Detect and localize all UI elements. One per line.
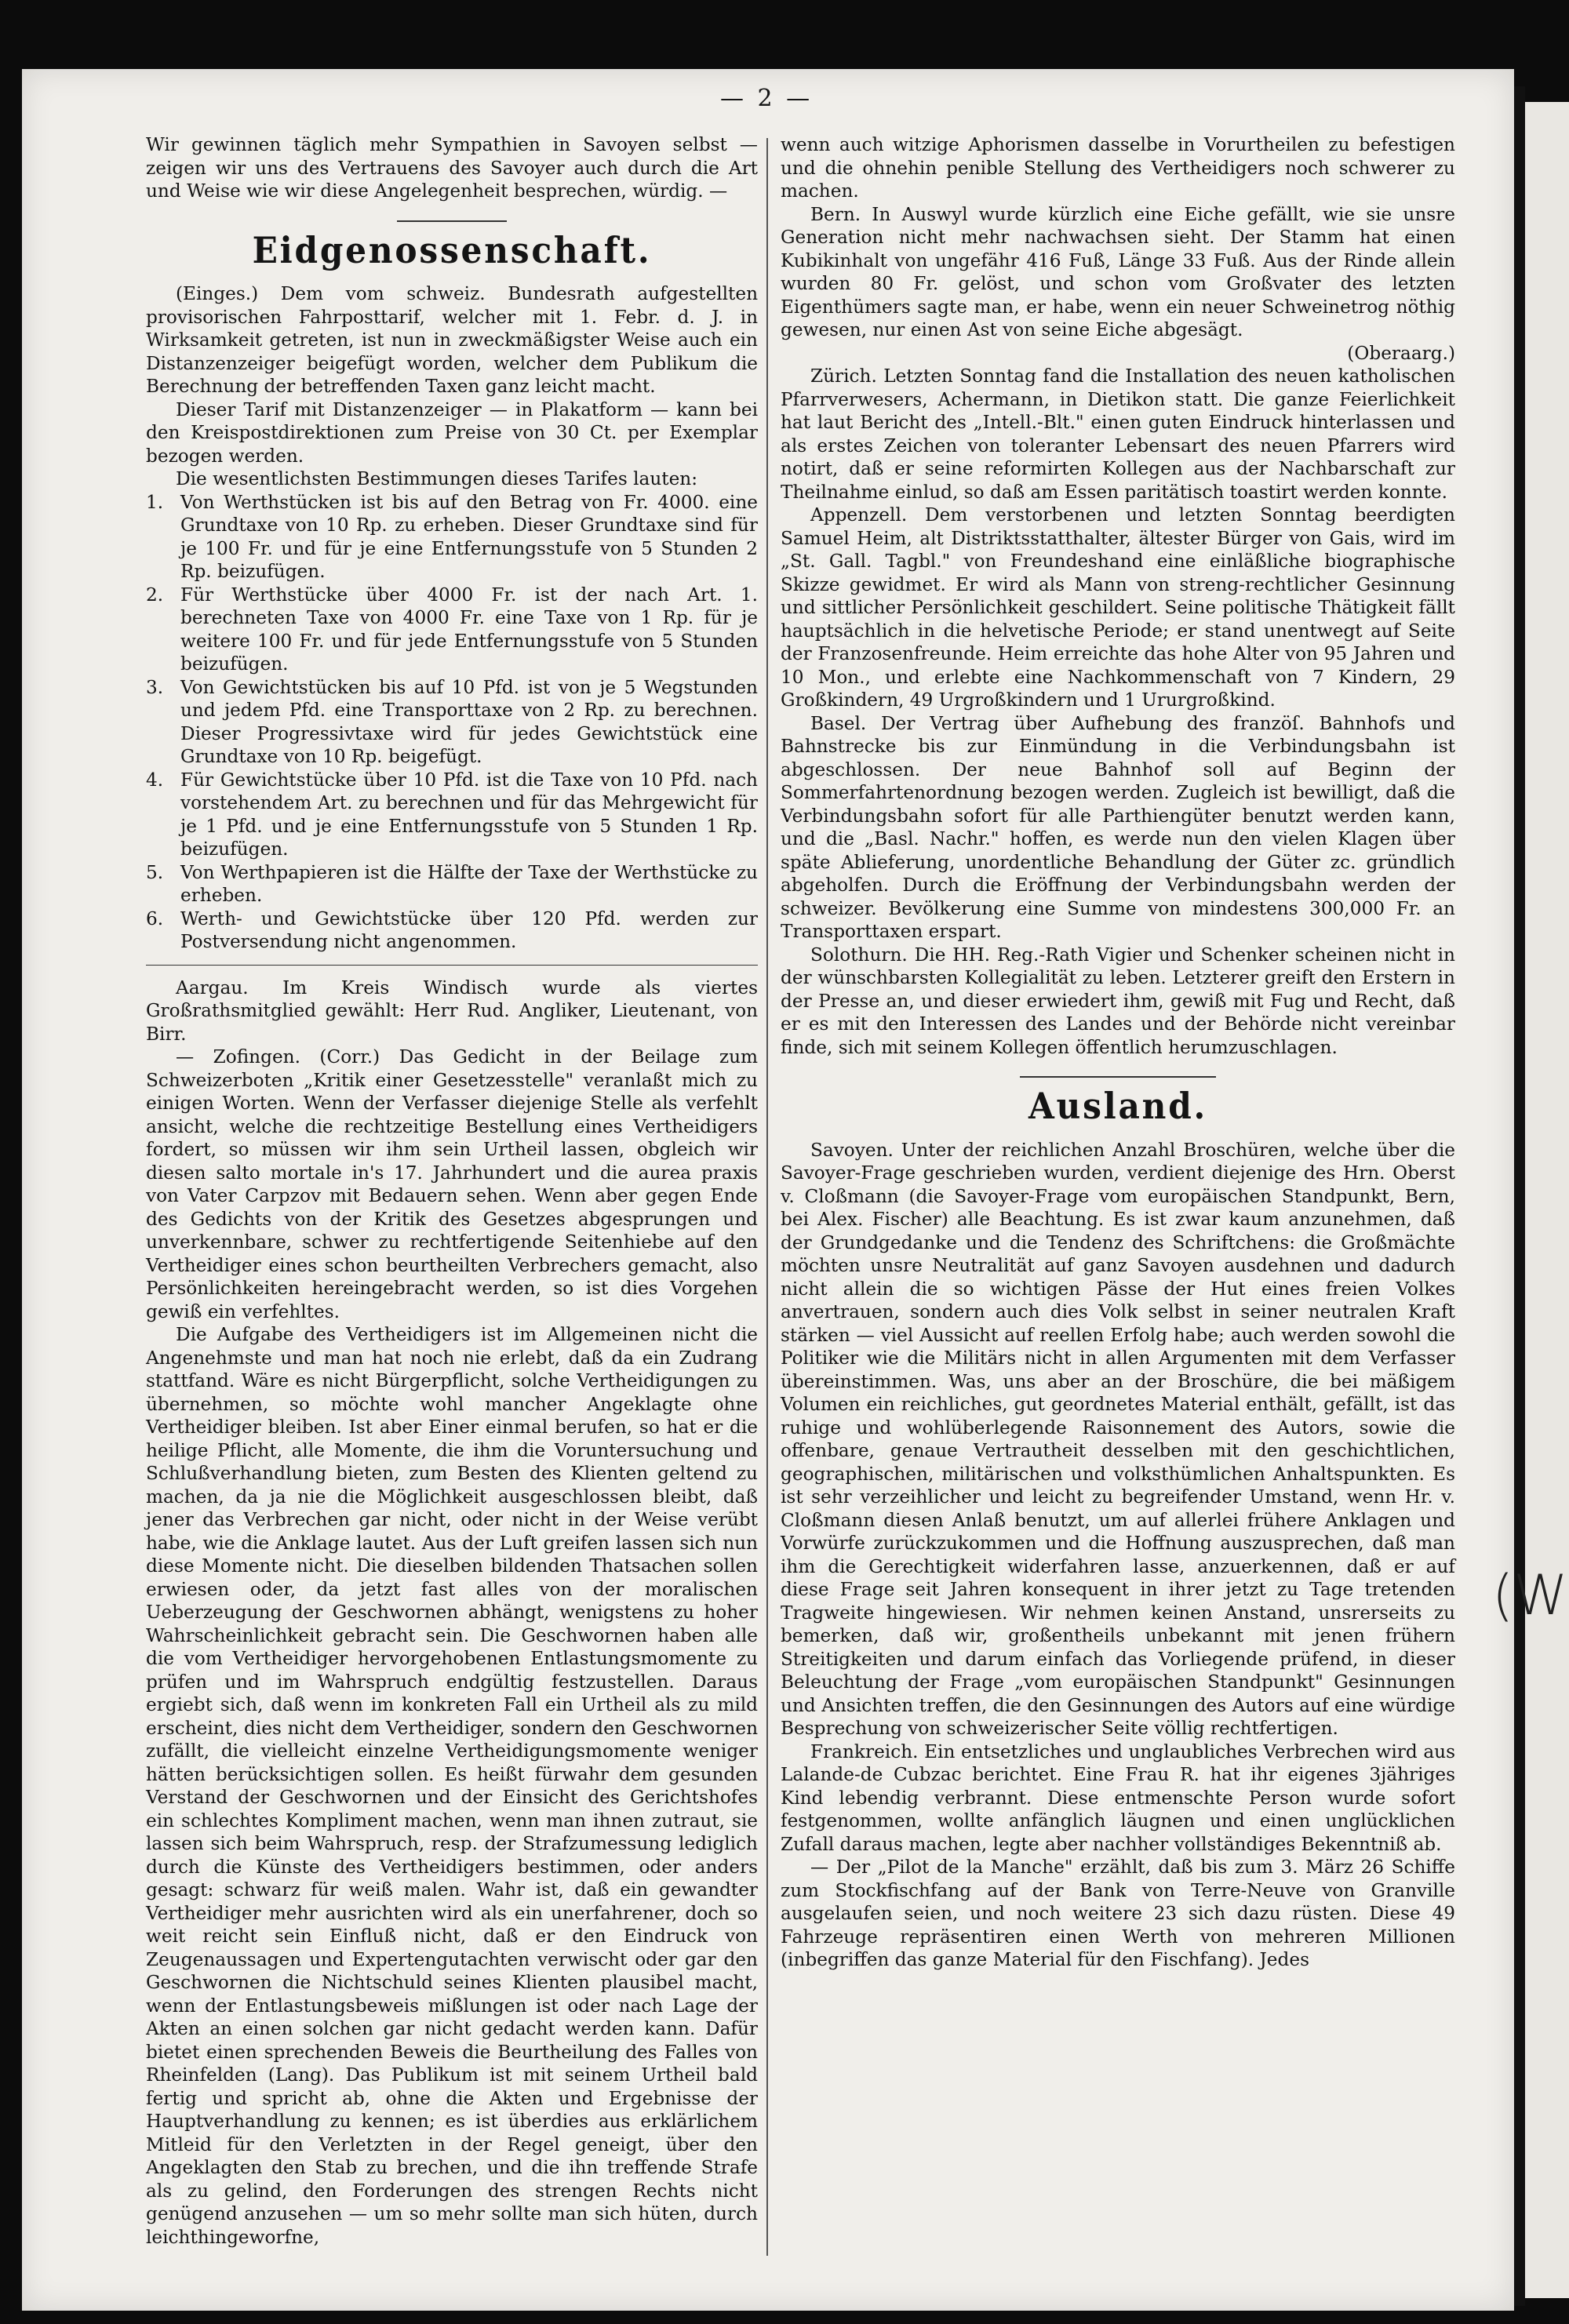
- tarif-item: [146, 676, 758, 769]
- intro-paragraph: Wir gewinnen täglich mehr Sympathien in Savoyen selbst — zeigen wir uns des Vertrauens des Savoyer auch durch die Art und Weise wie wir diese Angelegenheit besprechen, würdig. —: [146, 134, 758, 202]
- solothurn-paragraph: Solothurn. Die HH. Reg.-Rath Vigier und Schenker scheinen nicht in der wünschbarsten Kollegialität zu leben. Letzterer greift den Erstern in der Presse an, und dieser erwiedert ihm, gewiß mit Fug und Recht, daß er es mit den Interessen des Landes und der Behörde nicht vereinbar finde, sich mit seinem Kollegen öffentlich herumzuschlagen.: [781, 944, 1455, 1058]
- frankreich-paragraph: Frankreich. Ein entsetzliches und unglaubliches Verbrechen wird aus Lalande-de Cubzac berichtet. Eine Frau R. hat ihr eigenes 3jähriges Kind lebendig verbrannt. Diese entmenschte Person wurde sofort festgenommen, wollte anfänglich läugnen und einen unglücklichen Zufall daraus machen, legte aber nachher vollständiges Bekenntniß ab.: [781, 1740, 1455, 1855]
- tarif-item-number: 4.: [146, 769, 164, 791]
- left-column: [146, 133, 758, 2249]
- tarif-item: [146, 769, 758, 861]
- tarif-item-text: Von Werthstücken ist bis auf den Betrag von Fr. 4000. eine Grundtaxe von 10 Rp. zu erheben. Dieser Grundtaxe sind für je 100 Fr. und für je eine Entfernungsstufe von 5 Stunden 2 Rp. beizufügen.: [180, 491, 758, 582]
- page-number: — 2 —: [720, 85, 814, 112]
- tarif-item: [146, 584, 758, 676]
- tarif-item-text: Für Werthstücke über 4000 Fr. ist der nach Art. 1. berechneten Taxe von 4000 Fr. eine Taxe von 1 Rp. für je weitere 100 Fr. und für jede Entfernungsstufe von 5 Stunden beizufügen.: [180, 584, 758, 675]
- pilot-paragraph: — Der „Pilot de la Manche" erzählt, daß bis zum 3. März 26 Schiffe zum Stockfischfang auf der Bank von Terre-Neuve von Granville ausgelaufen seien, und noch weitere 23 sich dazu rüsten. Diese 49 Fahrzeuge repräsentiren einen Werth von mehreren Millionen (inbegriffen das ganze Material für den Fischfang). Jedes: [781, 1857, 1455, 1970]
- tarif-item-text: Für Gewichtstücke über 10 Pfd. ist die Taxe von 10 Pfd. nach vorstehendem Art. zu berechnen und für das Mehrgewicht für je 1 Pfd. und je eine Entfernungsstufe von 5 Stunden 1 Rp. beizufügen.: [180, 769, 758, 860]
- scan-border: [1514, 86, 1525, 2306]
- heading-ausland: Ausland.: [1028, 1085, 1208, 1127]
- continuation-paragraph: wenn auch witzige Aphorismen dasselbe in Vorurtheilen zu befestigen und die ohnehin penible Stellung des Vertheidigers noch schwerer zu machen.: [781, 134, 1455, 202]
- right-column: [781, 133, 1455, 1972]
- aargau-paragraph: Aargau. Im Kreis Windisch wurde als viertes Großrathsmitglied gewählt: Herr Rud. Angliker, Lieutenant, von Birr.: [146, 977, 758, 1045]
- section-rule: [397, 220, 507, 222]
- zofingen-paragraph-2: Die Aufgabe des Vertheidigers ist im Allgemeinen nicht die Angenehmste und man hat noch nie erlebt, daß da ein Zudrang stattfand. Wäre es nicht Bürgerpflicht, solche Vertheidigungen zu übernehmen, so möchte wohl mancher Angeklagte ohne Vertheidiger bleiben. Ist aber Einer einmal berufen, so hat er die heilige Pflicht, alle Momente, die ihm die Voruntersuchung und Schlußverhandlung bieten, zum Besten des Klienten geltend zu machen, da ja nie die Möglichkeit ausgeschlossen bleibt, daß jener das Verbrechen gar nicht, oder nicht in der Weise verübt habe, wie die Anklage lautet. Aus der Luft greifen lassen sich nun diese Momente nicht. Die dieselben bildenden Thatsachen sollen erwiesen oder, da jetzt fast alles von der moralischen Ueberzeugung der Geschwornen abhängt, wenigstens zu hoher Wahrscheinlichkeit gebracht sein. Die Geschwornen haben alle die vom Vertheidiger hervorgehobenen Entlastungsmomente zu prüfen und im Wahrspruch endgültig festzustellen. Daraus ergiebt sich, daß wenn im konkreten Fall ein Urtheil als zu mild erscheint, dies nicht dem Vertheidiger, sondern den Geschwornen zufällt, die vielleicht einzelne Vertheidigungsmomente weniger hätten berücksichtigen sollen. Es heißt fürwahr dem gesunden Verstand der Geschwornen und der Einsicht des Gerichtshofes ein schlechtes Kompliment machen, wenn man ihnen zutraut, sie lassen sich beim Wahrspruch, resp. der Strafzumessung lediglich durch die Künste des Vertheidigers bestimmen, oder anders gesagt: schwarz für weiß malen. Wahr ist, daß ein gewandter Vertheidiger mehr ausrichten wird als ein unerfahrener, doch so weit reicht sein Einfluß nicht, daß er den Eindruck von Zeugenaussagen und Expertengutachten verwischt oder gar den Geschwornen die Nichtschuld seines Klienten plausibel macht, wenn der Entlastungsbeweis mißlungen ist oder nach Lage der Akten an einen solchen gar nicht gedacht werden kann. Dafür bietet einen sprechenden Beweis die Beurtheilung des Falles von Rheinfelden (Lang). Das Publikum ist mit seinem Urtheil bald fertig und spricht ab, ohne die Akten und Ergebnisse der Hauptverhandlung zu kennen; es ist überdies aus erklärlichem Mitleid für den Verletzten in der Regel geneigt, über den Angeklagten den Stab zu brechen, und die ihn treffende Strafe als zu gelind, den Forderungen des strengen Rechts nicht genügend anzusehen — um so mehr sollte man sich hüten, durch leichthingeworfne,: [146, 1324, 758, 2248]
- margin-pencil-mark: (W: [1492, 1563, 1568, 1628]
- tarif-item: [146, 491, 758, 584]
- tarif-item-number: 3.: [146, 676, 164, 698]
- zuerich-paragraph: Zürich. Letzten Sonntag fand die Installation des neuen katholischen Pfarrverwesers, Achermann, in Dietikon statt. Die ganze Feierlichkeit hat laut Bericht des „Intell.-Blt." einen guten Eindruck hinterlassen und als erstes Zeichen von toleranter Lebensart des neuen Pfarrers wird notirt, daß er seine reformirten Kollegen aus der Nachbarschaft zur Theilnahme einlud, so daß am Essen paritätisch toastirt werden konnte.: [781, 366, 1455, 503]
- tarif-item-number: 5.: [146, 861, 164, 883]
- tarif-item-text: Von Werthpapieren ist die Hälfte der Taxe der Werthstücke zu erheben.: [180, 861, 758, 906]
- tarif-paragraph-2: Dieser Tarif mit Distanzenzeiger — in Plakatform — kann bei den Kreispostdirektionen zum Preise von 30 Ct. per Exemplar bezogen werden.: [146, 398, 758, 467]
- newspaper-page: [22, 69, 1568, 2311]
- tarif-item-number: 6.: [146, 907, 164, 929]
- tarif-paragraph-3: Die wesentlichsten Bestimmungen dieses Tarifes lauten:: [176, 468, 698, 489]
- tarif-item-text: Werth- und Gewichtstücke über 120 Pfd. werden zur Postversendung nicht angenommen.: [180, 907, 758, 952]
- appenzell-paragraph: Appenzell. Dem verstorbenen und letzten Sonntag beerdigten Samuel Heim, alt Distriktsstatthalter, ältester Bürger von Gais, wird im „St. Gall. Tagbl." von Freundeshand eine einläßliche biographische Skizze gewidmet. Er wird als Mann von streng-rechtlicher Gesinnung und sittlicher Persönlichkeit geschildert. Seine politische Thätigkeit fällt hauptsächlich in die helvetische Periode; er stand unentwegt auf Seite der Franzosenfreunde. Heim erreichte das hohe Alter von 95 Jahren und 10 Mon., und erlebte eine Nachkommenschaft von 7 Kindern, 29 Großkindern, 49 Urgroßkindern und 1 Ururgroßkind.: [781, 504, 1455, 711]
- next-page-edge: [1525, 102, 1569, 2298]
- heading-eidgenossenschaft: Eidgenossenschaft.: [252, 228, 652, 271]
- bern-source: (Oberaarg.): [1347, 342, 1455, 364]
- tarif-item-number: 1.: [146, 491, 164, 513]
- section-rule: [1020, 1076, 1216, 1078]
- savoyen-paragraph: Savoyen. Unter der reichlichen Anzahl Broschüren, welche über die Savoyer-Frage geschrieben wurden, verdient diejenige des Hrn. Oberst v. Cloßmann (die Savoyer-Frage vom europäischen Standpunkt, Bern, bei Alex. Fischer) alle Beachtung. Es ist zwar kaum anzunehmen, daß der Grundgedanke und die Tendenz des Schriftchens: die Großmächte möchten unsre Neutralität auf ganz Savoyen ausdehnen und dadurch nicht allein die so wichtigen Pässe der Hut eines freien Volkes anvertrauen, sondern auch dies Volk selbst in seiner neutralen Kraft stärken — viel Aussicht auf reellen Erfolg habe; auch werden sowohl die Politiker wie die Militärs nicht in allen Argumenten mit dem Verfasser übereinstimmen. Was, uns aber an der Broschüre, die bei mäßigem Volumen ein reichliches, gut geordnetes Material enthält, gefällt, ist das ruhige und wohlüberlegende Raisonnement des Autors, sowie die offenbare, genaue Vertrautheit desselben mit den geschichtlichen, geographischen, militärischen und volksthümlichen Anhaltspunkten. Es ist sehr verzeihlicher und leicht zu begreifender Umstand, wenn Hr. v. Cloßmann diesen Anlaß benutzt, um auf allerlei frühere Anklagen und Vorwürfe zurückzukommen und die Hoffnung auszusprechen, daß man ihm die Gerechtigkeit widerfahren lasse, anzuerkennen, daß er auf diese Frage seit Jahren konsequent in ihrer jetzt zu Tage tretenden Tragweite hingewiesen. Wir nehmen keinen Anstand, unsrerseits zu bemerken, daß wir, großentheils unbekannt mit jenen frühern Streitigkeiten und darum einfach das Vorliegende prüfend, in dieser Beleuchtung der Frage „vom europäischen Standpunkt" Gesinnungen und Ansichten treffen, die den Gesinnungen des Autors auf eine würdige Besprechung von schweizerischer Seite völlig rechtfertigen.: [781, 1139, 1455, 1739]
- tarif-item-number: 2.: [146, 584, 164, 606]
- column-divider: [766, 138, 768, 2256]
- separator-rule: [146, 965, 758, 966]
- zofingen-paragraph-1: — Zofingen. (Corr.) Das Gedicht in der Beilage zum Schweizerboten „Kritik einer Gesetzesstelle" veranlaßt mich zu einigen Worten. Wenn der Verfasser diejenige Stelle als verfehlt ansicht, welche die rechtzeitige Bestellung eines Vertheidigers fordert, so müssen wir ihm sein Urtheil lassen, obgleich wir diesen salto mortale in's 17. Jahrhundert und die aurea praxis von Vater Carpzov mit Bedauern sehen. Wenn aber gegen Ende des Gedichts von der Kritik des Gesetzes abgesprungen und unverkennbare, schwer zu rechtfertigende Seitenhiebe auf den Vertheidiger eines schon beurtheilten Verbrechers gemacht, also Persönlichkeiten hereingebracht werden, so ist dies Vorgehen gewiß ein verfehltes.: [146, 1046, 758, 1322]
- tarif-paragraph-1: (Einges.) Dem vom schweiz. Bundesrath aufgestellten provisorischen Fahrposttarif, welcher mit 1. Febr. d. J. in Wirksamkeit getreten, ist nun in zweckmäßigster Weise auch ein Distanzenzeiger beigefügt worden, welcher dem Publikum die Berechnung der betreffenden Taxen ganz leicht macht.: [146, 283, 758, 397]
- bern-paragraph: Bern. In Auswyl wurde kürzlich eine Eiche gefällt, wie sie unsre Generation nicht mehr nachwachsen sieht. Der Stamm hat einen Kubikinhalt von ungefähr 416 Fuß, Länge 33 Fuß. Aus der Rinde allein wurden 80 Fr. gelöst, und schon vom Großvater des letzten Eigenthümers sagte man, er habe, wenn ein neuer Schweinetrog nöthig gewesen, nur einen Ast von seine Eiche abgesägt.: [781, 203, 1455, 340]
- tarif-item-text: Von Gewichtstücken bis auf 10 Pfd. ist von je 5 Wegstunden und jedem Pfd. eine Transporttaxe von 2 Rp. zu berechnen. Dieser Progressivtaxe wird für jedes Gewichtstück eine Grundtaxe von 10 Rp. beigefügt.: [180, 676, 758, 767]
- tarif-item: [146, 861, 758, 907]
- basel-paragraph: Basel. Der Vertrag über Aufhebung des franzöſ. Bahnhofs und Bahnstrecke bis zur Einmündung in die Verbindungsbahn ist abgeschlossen. Der neue Bahnhof soll auf Beginn der Sommerfahrtenordnung bezogen werden. Zugleich ist bewilligt, daß die Verbindungsbahn sofort für alle Parthiengüter benutzt werden kann, und die „Basl. Nachr." hoffen, es werde nun den vielen Klagen über späte Ablieferung, unordentliche Behandlung der Güter zc. gründlich abgeholfen. Durch die Eröffnung der Verbindungsbahn werden der schweizer. Bevölkerung eine Summe von mindestens 300,000 Fr. an Transporttaxen erspart.: [781, 712, 1455, 942]
- tarif-item: [146, 907, 758, 954]
